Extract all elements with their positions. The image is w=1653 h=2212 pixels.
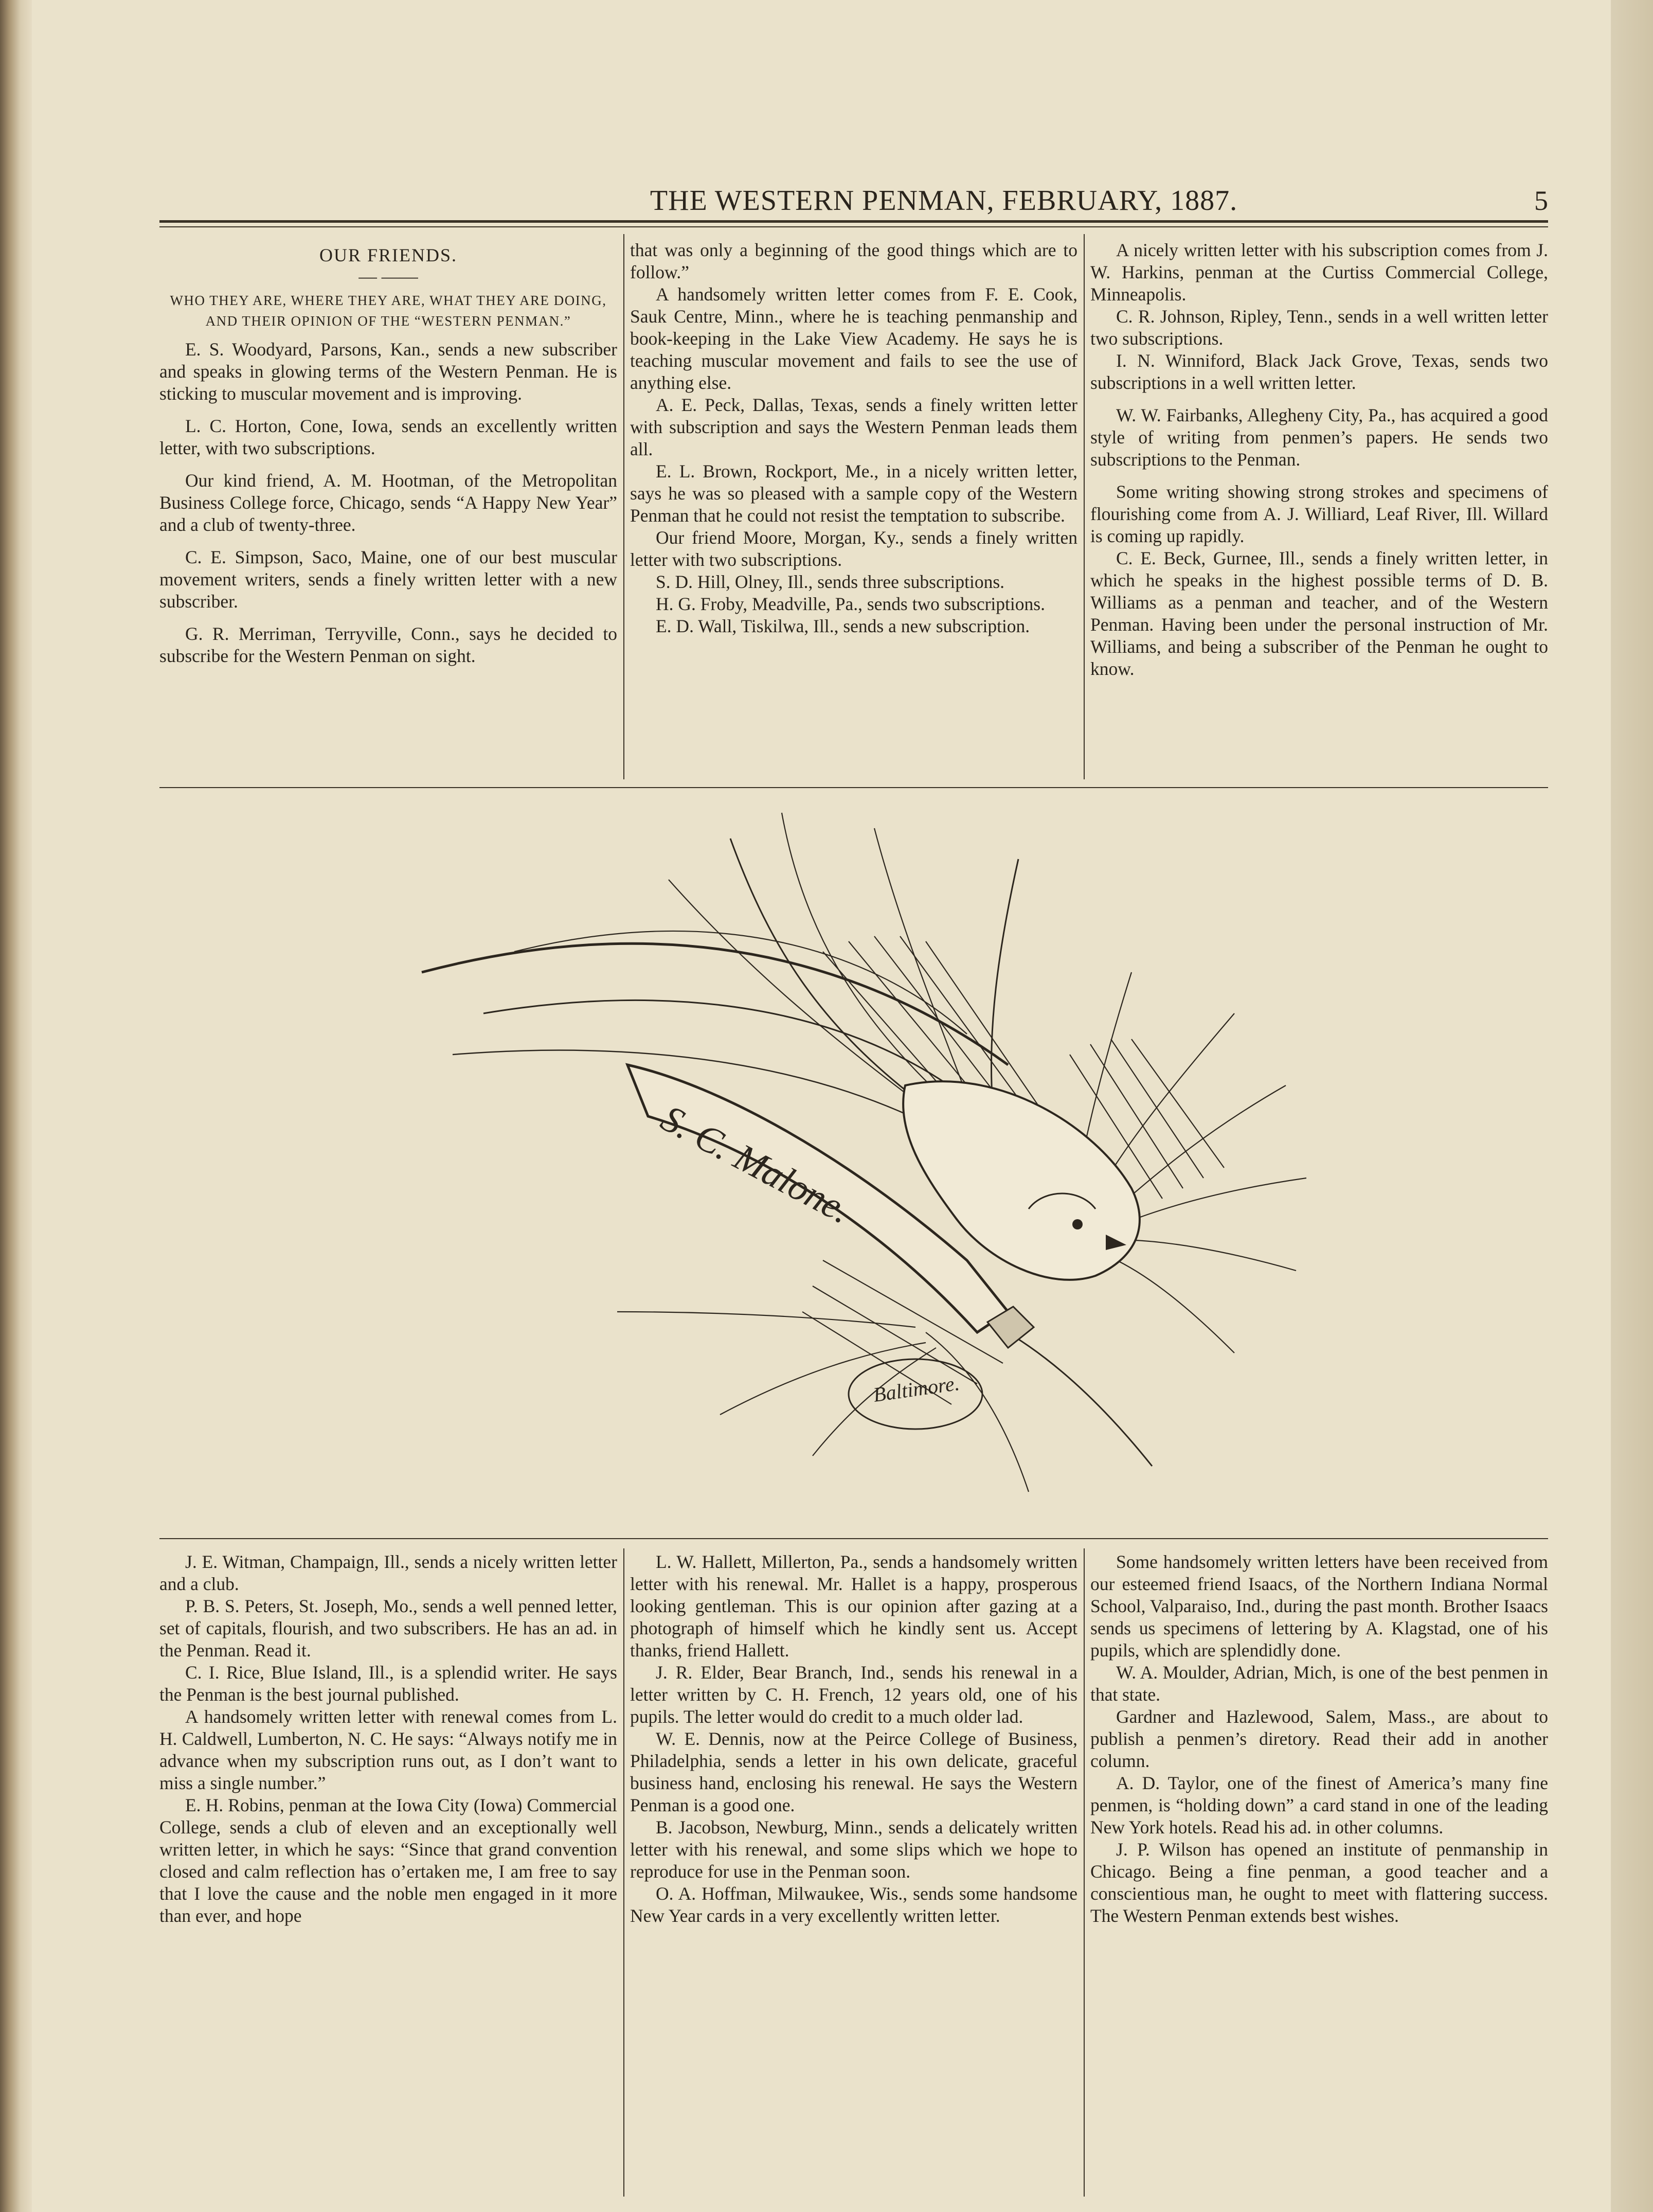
- top-column-1: [159, 239, 617, 784]
- paragraph: J. R. Elder, Bear Branch, Ind., sends his renewal in a letter written by C. H. French, 12 years old, one of his pupils. The letter would do credit to a much older lad.: [630, 1662, 1077, 1727]
- paragraph: E. S. Woodyard, Parsons, Kan., sends a new subscriber and speaks in glowing terms of the Western Penman. He is sticking to muscular movement and is improving.: [159, 339, 617, 404]
- section-title: OUR FRIENDS.: [319, 245, 458, 265]
- bottom-column-3: [1090, 1551, 1548, 2199]
- paragraph: S. D. Hill, Olney, Ill., sends three subscriptions.: [656, 572, 1005, 592]
- paragraph: E. H. Robins, penman at the Iowa City (Iowa) Commercial College, sends a club of eleven and an exceptionally well written letter, in which he says: “Since that grand convention closed and calm reflection has o’ertaken me, I am free to say that I love the cause and the noble men engaged in it more than ever, and hope: [159, 1795, 617, 1926]
- bottom-column-2: [630, 1551, 1077, 2199]
- paragraph: Some writing showing strong strokes and specimens of flourishing come from A. J. Williard, Leaf River, Ill. Willard is coming up rapidly.: [1090, 481, 1548, 546]
- paragraph: A. D. Taylor, one of the finest of America’s many fine penmen, is “holding down” a card stand in one of the leading New York hotels. Read his ad. in other columns.: [1090, 1773, 1548, 1838]
- paragraph: A. E. Peck, Dallas, Texas, sends a finely written letter with subscription and says the Western Penman leads them all.: [630, 395, 1077, 459]
- paragraph: A handsomely written letter comes from F. E. Cook, Sauk Centre, Minn., where he is teaching penmanship and book-keeping in the Lake View Academy. He says he is teaching muscular movement and fails to see the use of anything else.: [630, 284, 1077, 393]
- paragraph: Our friend Moore, Morgan, Ky., sends a finely written letter with two subscriptions.: [630, 527, 1077, 570]
- column-rule: [1084, 1548, 1085, 2197]
- header-title: THE WESTERN PENMAN, FEBRUARY, 1887.: [650, 185, 1238, 217]
- paragraph: Our kind friend, A. M. Hootman, of the Metropolitan Business College force, Chicago, sends “A Happy New Year” and a club of twenty-three.: [159, 470, 617, 535]
- seal-text: Baltimore.: [871, 1371, 961, 1406]
- paragraph: J. P. Wilson has opened an institute of penmanship in Chicago. Being a fine penman, a good teacher and a conscientious man, he ought to meet with flattering success. The Western Penman extends best wishes.: [1090, 1839, 1548, 1926]
- paragraph: Gardner and Hazlewood, Salem, Mass., are about to publish a penmen’s diretory. Read their add in another column.: [1090, 1706, 1548, 1771]
- flourish-drawing: [360, 797, 1440, 1518]
- paragraph: H. G. Froby, Meadville, Pa., sends two subscriptions.: [656, 594, 1045, 614]
- paragraph: W. W. Fairbanks, Allegheny City, Pa., has acquired a good style of writing from penmen’s papers. He sends two subscriptions to the Penman.: [1090, 405, 1548, 470]
- top-column-2: [630, 239, 1077, 784]
- paragraph: B. Jacobson, Newburg, Minn., sends a delicately written letter with his renewal, and some slips which we hope to reproduce for use in the Penman soon.: [630, 1817, 1077, 1882]
- header-rule-thick: [159, 220, 1548, 223]
- paragraph: A handsomely written letter with renewal comes from L. H. Caldwell, Lumberton, N. C. He says: “Always notify me in advance when my subscription runs out, as I don’t want to miss a single number.”: [159, 1706, 617, 1793]
- paragraph: A nicely written letter with his subscription comes from J. W. Harkins, penman at the Curtiss Commercial College, Minneapolis.: [1090, 240, 1548, 305]
- paragraph: O. A. Hoffman, Milwaukee, Wis., sends some handsome New Year cards in a very excellently written letter.: [630, 1883, 1077, 1926]
- paragraph: L. W. Hallett, Millerton, Pa., sends a handsomely written letter with his renewal. Mr. Hallet is a happy, prosperous looking gentleman. This is our opinion after gazing at a photograph of himself which he kindly sent us. Accept thanks, friend Hallett.: [630, 1551, 1077, 1661]
- column-rule: [1084, 234, 1085, 779]
- section-title-dash: — ——: [358, 266, 418, 287]
- paragraph: C. I. Rice, Blue Island, Ill., is a splendid writer. He says the Penman is the best journal published.: [159, 1662, 617, 1705]
- paragraph: W. E. Dennis, now at the Peirce College of Business, Philadelphia, sends a letter in his own delicate, graceful business hand, enclosing his renewal. He says the Western Penman is a good one.: [630, 1728, 1077, 1815]
- bottom-column-1: [159, 1551, 617, 2199]
- paragraph: W. A. Moulder, Adrian, Mich, is one of the best penmen in that state.: [1090, 1662, 1548, 1705]
- running-header: [159, 180, 1548, 221]
- paragraph: G. R. Merriman, Terryville, Conn., says he decided to subscribe for the Western Penman on sight.: [159, 623, 617, 666]
- flourished-bird-illustration: [360, 797, 1440, 1518]
- section-rule-bottom: [159, 1538, 1548, 1539]
- column-rule: [623, 234, 624, 779]
- paragraph: that was only a beginning of the good things which are to follow.”: [630, 240, 1077, 282]
- section-rule-top: [159, 787, 1548, 788]
- top-column-3: [1090, 239, 1548, 784]
- page-binding-edge: [0, 0, 32, 2212]
- page-outer-edge: [1611, 0, 1653, 2212]
- column-rule: [623, 1548, 624, 2197]
- paragraph: C. E. Beck, Gurnee, Ill., sends a finely written letter, in which he speaks in the highest possible terms of D. B. Williams as a penman and teacher, and of the Western Penman. Having been under the personal instruction of Mr. Williams, and being a subscriber of the Penman he ought to know.: [1090, 548, 1548, 679]
- paragraph: P. B. S. Peters, St. Joseph, Mo., sends a well penned letter, set of capitals, flourish, and two subscribers. He has an ad. in the Penman. Read it.: [159, 1596, 617, 1661]
- paragraph: I. N. Winniford, Black Jack Grove, Texas, sends two subscriptions in a well written letter.: [1090, 350, 1548, 393]
- paragraph: L. C. Horton, Cone, Iowa, sends an excellently written letter, with two subscriptions.: [159, 416, 617, 458]
- paragraph: Some handsomely written letters have been received from our esteemed friend Isaacs, of the Northern Indiana Normal School, Valparaiso, Ind., during the past month. Brother Isaacs sends us specimens of lettering by A. Klagstad, one of his pupils, which are splendidly done.: [1090, 1551, 1548, 1661]
- paragraph: C. E. Simpson, Saco, Maine, one of our best muscular movement writers, sends a finely written letter with a new subscriber.: [159, 547, 617, 612]
- paragraph: J. E. Witman, Champaign, Ill., sends a nicely written letter and a club.: [159, 1551, 617, 1594]
- paragraph: E. L. Brown, Rockport, Me., in a nicely written letter, says he was so pleased with a sample copy of the Western Penman that he could not resist the temptation to subscribe.: [630, 461, 1077, 526]
- paragraph: E. D. Wall, Tiskilwa, Ill., sends a new subscription.: [656, 616, 1030, 636]
- page-number: 5: [1534, 185, 1548, 216]
- header-rule-thin: [159, 226, 1548, 227]
- banner-signature-text: S. C. Malone.: [654, 1097, 858, 1233]
- section-subtitle: WHO THEY ARE, WHERE THEY ARE, WHAT THEY ARE DOING, AND THEIR OPINION OF THE “WESTERN PENMAN.”: [170, 293, 607, 329]
- paragraph: C. R. Johnson, Ripley, Tenn., sends in a well written letter two subscriptions.: [1090, 306, 1548, 349]
